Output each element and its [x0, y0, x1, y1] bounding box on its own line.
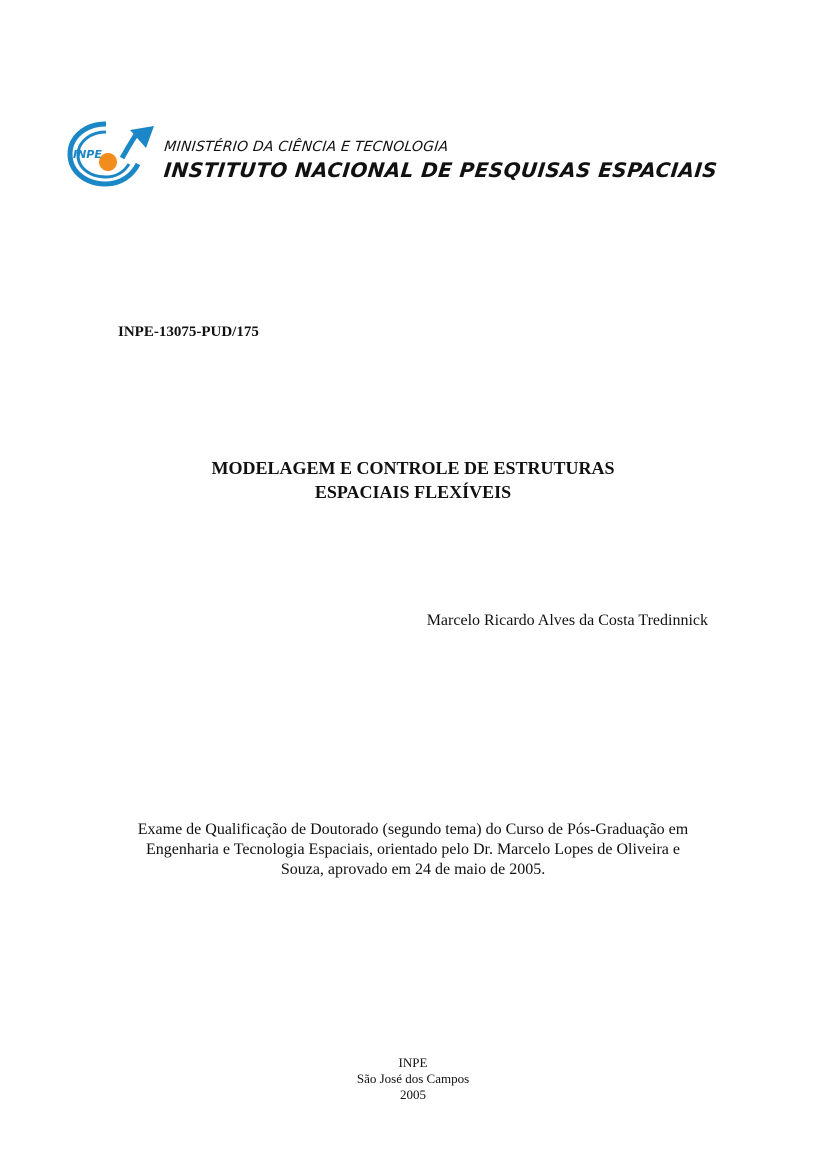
footer-city: São José dos Campos: [356, 1071, 470, 1086]
document-title: [0, 456, 826, 504]
title-line-2: ESPACIAIS FLEXÍVEIS: [314, 482, 512, 502]
institution-header: [162, 139, 719, 182]
description-line-1: Exame de Qualificação de Doutorado (segundo tema) do Curso de Pós-Graduação em: [137, 821, 689, 838]
footer-institution: INPE: [398, 1055, 428, 1070]
report-id: INPE-13075-PUD/175: [118, 324, 259, 340]
ministry-name: MINISTÉRIO DA CIÊNCIA E TECNOLOGIA: [163, 139, 450, 155]
document-description: [100, 820, 726, 880]
author-name: Marcelo Ricardo Alves da Costa Tredinnick: [426, 612, 708, 629]
inpe-logo-icon: [66, 118, 158, 188]
title-line-1: MODELAGEM E CONTROLE DE ESTRUTURAS: [211, 458, 615, 478]
publication-footer: [0, 1055, 826, 1103]
description-line-3: Souza, aprovado em 24 de maio de 2005.: [280, 861, 546, 878]
description-line-2: Engenharia e Tecnologia Espaciais, orientado pelo Dr. Marcelo Lopes de Oliveira e: [146, 841, 680, 858]
logo-text: INPE: [73, 148, 102, 161]
inpe-logo: [66, 118, 158, 188]
footer-year: 2005: [400, 1087, 426, 1102]
institute-name: INSTITUTO NACIONAL DE PESQUISAS ESPACIAIS: [162, 158, 719, 182]
